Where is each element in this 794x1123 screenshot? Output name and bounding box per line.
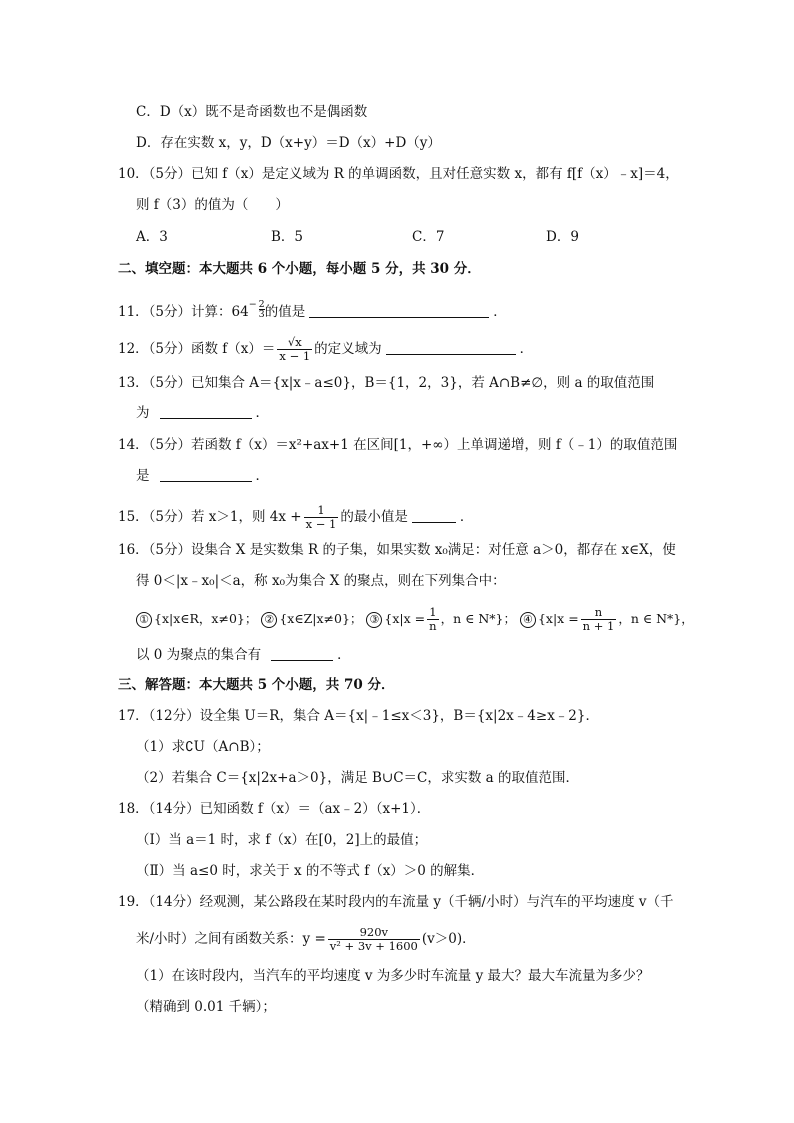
q9-option-d: D．存在实数 x，y，D（x+y）＝D（x）+D（y） [136,135,441,151]
q16-answer-blank[interactable] [271,646,333,661]
q19-sub1b: （精确到 0.01 千辆）； [136,999,276,1015]
q16-line4: 以 0 为聚点的集合有 ． [136,647,351,663]
q17-sub1: （1）求∁U（A∩B）； [136,739,270,755]
q14-line2: 是 ． [136,468,269,484]
q13-line2: 为 ． [136,405,269,421]
q15: 15．（5分）若 x＞1，则 4x + $\frac{1}{x - 1}$ 的最小值是 ． [118,503,474,531]
q11-exponent: − [248,299,257,310]
circled-three: ③ [366,612,382,628]
q11-pre: 11．（5分）计算：64 [118,304,249,320]
q12-fraction: $\frac{√x}{x - 1}$ [279,335,311,363]
q12: 12．（5分）函数 f（x）＝ $\frac{√x}{x - 1}$ 的定义域为 ． [118,335,534,363]
q10-option-d: D．9 [546,229,579,245]
q19-sub1: （1）在该时段内，当汽车的平均速度 v 为多少时车流量 y 最大？最大车流量为多少？ [136,968,650,984]
circled-four: ④ [520,612,536,628]
q19-line1: 19．（14分）经观测，某公路段在某时段内的车流量 y（千辆/小时）与汽车的平均速度 v（千 [118,894,674,910]
q16-line2: 得 0＜|x﹣x₀|＜a，称 x₀为集合 X 的聚点，则在下列集合中： [136,573,506,589]
q12-answer-blank[interactable] [386,340,516,355]
q18-line1: 18．（14分）已知函数 f（x）＝（ax﹣2）（x+1）． [118,801,431,817]
q18-sub1: （Ⅰ）当 a＝1 时，求 f（x）在[0，2]上的最值； [136,832,428,848]
q13-line1: 13．（5分）已知集合 A＝{x|x﹣a≤0}，B＝{1，2，3}，若 A∩B≠∅，则 a 的取值范围 [118,375,655,391]
q16-sets: ① {x|x∈R，x≠0}； ② {x∈Z|x≠0}； ③ {x|x = $\frac{1}{n}$ ，n ∈ N*}； ④ {x|x = $\frac{n}{n + 1}$ ，n ∈ N*}， [136,606,694,633]
q17-line1: 17．（12分）设全集 U＝R，集合 A＝{x|﹣1≤x＜3}，B＝{x|2x﹣4≥x﹣2}． [118,708,599,724]
q11-answer-blank[interactable] [309,303,489,318]
q14-answer-blank[interactable] [160,467,252,482]
q18-sub2: （Ⅱ）当 a≤0 时，求关于 x 的不等式 f（x）＞0 的解集． [136,863,485,879]
q11: 11．（5分）计算：64 − $\frac{2}{3}$ 的值是 ． [118,299,507,320]
circled-two: ② [261,612,277,628]
q14-line1: 14．（5分）若函数 f（x）＝x²+ax+1 在区间[1，+∞）上单调递增，则 f（﹣1）的取值范围 [118,437,678,453]
q15-answer-blank[interactable] [412,508,456,523]
section-2-heading: 二、填空题：本大题共 6 个小题，每小题 5 分，共 30 分． [118,261,481,277]
q10-line2: 则 f（3）的值为（ ） [136,197,289,213]
section-3-heading: 三、解答题：本大题共 5 个小题，共 70 分． [118,677,395,693]
q10-option-a: A．3 [136,229,168,245]
q9-option-c: C．D（x）既不是奇函数也不是偶函数 [136,104,368,120]
q19-line2: 米/小时）之间有函数关系：y = $\frac{920v}{\text{v² + 3v + 1600}}$ (v＞0)． [136,925,476,953]
q17-sub2: （2）若集合 C＝{x|2x+a＞0}，满足 B∪C＝C，求实数 a 的取值范围． [136,770,580,786]
q15-fraction: $\frac{1}{x - 1}$ [305,503,337,531]
q10-option-b: B．5 [271,229,304,245]
q16-line1: 16．（5分）设集合 X 是实数集 R 的子集，如果实数 x₀满足：对任意 a＞0，都存在 x∈X，使 [118,542,676,558]
q11-exponent-fraction: $\frac{2}{3}$ [258,299,265,320]
q10-line1: 10．（5分）已知 f（x）是定义域为 R 的单调函数，且对任意实数 x，都有 f[f（x）﹣x]＝4， [118,166,679,182]
q10-option-c: C．7 [412,229,445,245]
q19-fraction: $\frac{920v}{\text{v² + 3v + 1600}}$ [329,925,418,953]
q11-post: 的值是 [264,304,306,320]
q13-answer-blank[interactable] [160,404,252,419]
circled-one: ① [136,612,152,628]
